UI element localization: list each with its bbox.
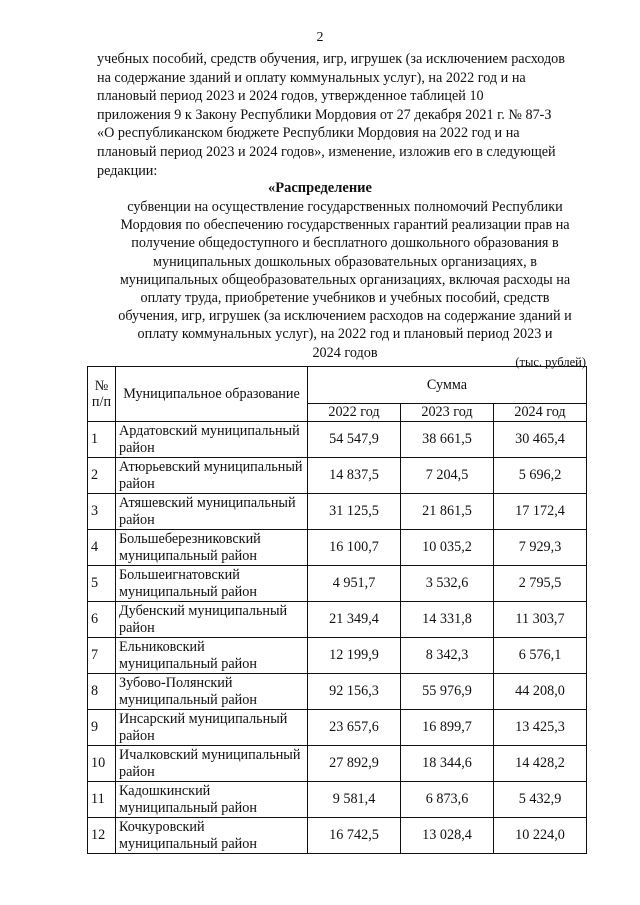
row-value-2022: 16 742,5 xyxy=(308,818,401,854)
row-number: 7 xyxy=(88,638,116,674)
row-number: 2 xyxy=(88,458,116,494)
row-value-2023: 38 661,5 xyxy=(401,422,494,458)
row-number: 1 xyxy=(88,422,116,458)
row-value-2022: 14 837,5 xyxy=(308,458,401,494)
table-row xyxy=(88,710,587,746)
section-heading: «Распределение xyxy=(268,180,372,196)
row-municipality: Дубенский муниципальный район xyxy=(116,602,308,638)
row-value-2024: 13 425,3 xyxy=(494,710,587,746)
row-value-2022: 16 100,7 xyxy=(308,530,401,566)
row-municipality: Ичалковский муниципальный район xyxy=(116,746,308,782)
table-row xyxy=(88,602,587,638)
subheading-line: субвенции на осуществление государственных полномочий Республики xyxy=(127,199,563,215)
table-row xyxy=(88,494,587,530)
row-value-2023: 13 028,4 xyxy=(401,818,494,854)
row-value-2024: 5 696,2 xyxy=(494,458,587,494)
row-value-2024: 5 432,9 xyxy=(494,782,587,818)
row-value-2024: 10 224,0 xyxy=(494,818,587,854)
row-value-2022: 4 951,7 xyxy=(308,566,401,602)
row-value-2023: 21 861,5 xyxy=(401,494,494,530)
distribution-table xyxy=(87,366,587,854)
row-number: 10 xyxy=(88,746,116,782)
row-number: 8 xyxy=(88,674,116,710)
table-row xyxy=(88,674,587,710)
row-municipality: Большеигнатовский муниципальный район xyxy=(116,566,308,602)
row-number: 9 xyxy=(88,710,116,746)
row-value-2024: 44 208,0 xyxy=(494,674,587,710)
subheading-line: муниципальных дошкольных образовательных организациях, в xyxy=(153,253,537,270)
subheading-line: получение общедоступного и бесплатного дошкольного образования в xyxy=(131,235,559,252)
row-value-2023: 55 976,9 xyxy=(401,674,494,710)
row-number: 11 xyxy=(88,782,116,818)
row-value-2024: 11 303,7 xyxy=(494,602,587,638)
row-municipality: Кадошкинский муниципальный район xyxy=(116,782,308,818)
row-value-2022: 23 657,6 xyxy=(308,710,401,746)
row-municipality: Ардатовский муниципальный район xyxy=(116,422,308,458)
header-sum: Сумма xyxy=(308,367,587,404)
row-value-2022: 31 125,5 xyxy=(308,494,401,530)
row-value-2023: 3 532,6 xyxy=(401,566,494,602)
row-value-2023: 14 331,8 xyxy=(401,602,494,638)
row-municipality: Ельниковский муниципальный район xyxy=(116,638,308,674)
intro-line: на содержание зданий и оплату коммунальных услуг), на 2022 год и на xyxy=(97,69,526,86)
row-value-2023: 10 035,2 xyxy=(401,530,494,566)
row-value-2024: 2 795,5 xyxy=(494,566,587,602)
table-row xyxy=(88,746,587,782)
header-year-2022: 2022 год xyxy=(308,404,401,422)
row-value-2024: 17 172,4 xyxy=(494,494,587,530)
row-value-2022: 54 547,9 xyxy=(308,422,401,458)
row-value-2022: 27 892,9 xyxy=(308,746,401,782)
units-note: (тыс. рублей) xyxy=(515,355,586,369)
intro-line: «О республиканском бюджете Республики Мордовия на 2022 год и на xyxy=(97,125,520,142)
row-value-2024: 7 929,3 xyxy=(494,530,587,566)
row-municipality: Атяшевский муниципальный район xyxy=(116,494,308,530)
table-row xyxy=(88,638,587,674)
section-subheading xyxy=(110,198,580,362)
row-value-2024: 14 428,2 xyxy=(494,746,587,782)
row-municipality: Зубово-Полянский муниципальный район xyxy=(116,674,308,710)
intro-line: приложения 9 к Закону Республики Мордовия от 27 декабря 2021 г. № 87-З xyxy=(97,106,552,123)
row-value-2022: 92 156,3 xyxy=(308,674,401,710)
row-value-2024: 30 465,4 xyxy=(494,422,587,458)
header-municipality: Муниципальное образование xyxy=(116,367,308,422)
header-year-2023: 2023 год xyxy=(401,404,494,422)
table-row xyxy=(88,566,587,602)
table-row xyxy=(88,422,587,458)
row-value-2024: 6 576,1 xyxy=(494,638,587,674)
row-value-2023: 8 342,3 xyxy=(401,638,494,674)
table-row xyxy=(88,458,587,494)
subheading-line: Мордовия по обеспечению государственных гарантий реализации прав на xyxy=(120,217,570,234)
header-year-2024: 2024 год xyxy=(494,404,587,422)
intro-line: плановый период 2023 и 2024 годов, утвержденное таблицей 10 xyxy=(97,88,484,105)
row-value-2022: 21 349,4 xyxy=(308,602,401,638)
subheading-line: обучения, игр, игрушек (за исключением расходов на содержание зданий и xyxy=(118,308,572,325)
row-municipality: Большеберезниковский муниципальный район xyxy=(116,530,308,566)
subheading-line: 2024 годов xyxy=(312,344,378,361)
row-municipality: Атюрьевский муниципальный район xyxy=(116,458,308,494)
row-value-2023: 16 899,7 xyxy=(401,710,494,746)
table-row xyxy=(88,818,587,854)
intro-line: плановый период 2023 и 2024 годов», изменение, изложив его в следующей xyxy=(97,143,556,160)
subheading-line: муниципальных общеобразовательных организациях, включая расходы на xyxy=(119,271,571,288)
intro-paragraph xyxy=(97,50,597,180)
row-value-2023: 7 204,5 xyxy=(401,458,494,494)
row-number: 12 xyxy=(88,818,116,854)
row-number: 4 xyxy=(88,530,116,566)
row-value-2023: 6 873,6 xyxy=(401,782,494,818)
row-value-2022: 9 581,4 xyxy=(308,782,401,818)
page-number: 2 xyxy=(316,30,324,45)
row-number: 6 xyxy=(88,602,116,638)
row-value-2022: 12 199,9 xyxy=(308,638,401,674)
row-municipality: Кочкуровский муниципальный район xyxy=(116,818,308,854)
header-number: № п/п xyxy=(88,367,116,422)
row-number: 5 xyxy=(88,566,116,602)
intro-line: редакции: xyxy=(97,162,158,179)
row-number: 3 xyxy=(88,494,116,530)
row-value-2023: 18 344,6 xyxy=(401,746,494,782)
intro-line: учебных пособий, средств обучения, игр, игрушек (за исключением расходов xyxy=(97,51,565,67)
row-municipality: Инсарский муниципальный район xyxy=(116,710,308,746)
subheading-line: оплату коммунальных услуг), на 2022 год и плановый период 2023 и xyxy=(137,326,553,343)
subheading-line: оплату труда, приобретение учебников и учебных пособий, средств xyxy=(140,290,550,307)
table-row xyxy=(88,530,587,566)
table-row xyxy=(88,782,587,818)
